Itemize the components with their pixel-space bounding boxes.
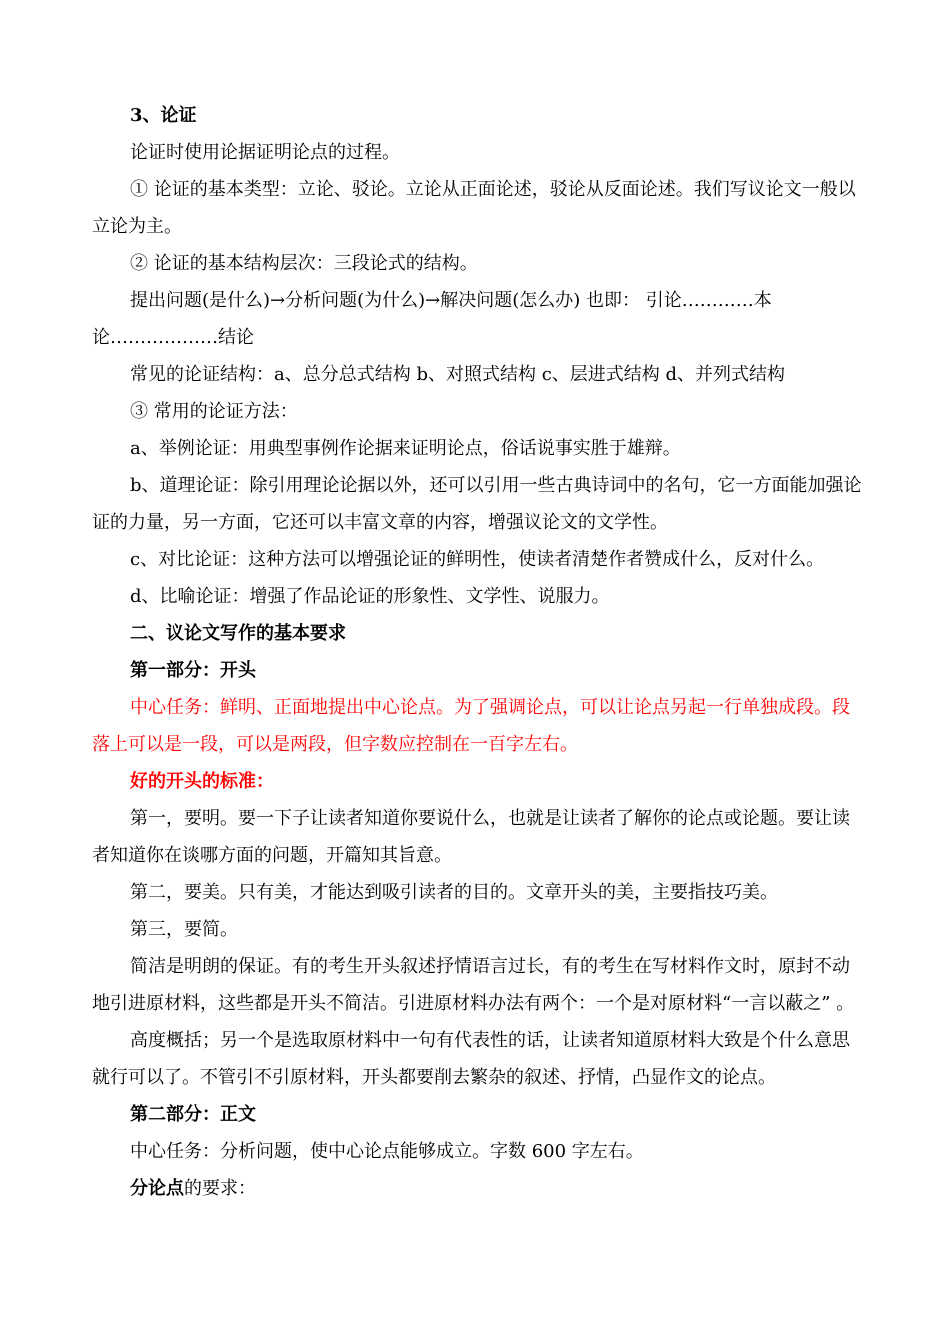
paragraph-structure-levels: ② 论证的基本结构层次：三段论式的结构。 <box>130 253 478 274</box>
sub-argument-suffix: 的要求： <box>184 1178 256 1199</box>
paragraph-first-clear: 第一，要明。要一下子让读者知道你要说什么，也就是让读者了解你的论点或论题。要让读者知道你在谈哪方面的问题，开篇知其旨意。 <box>92 808 850 866</box>
paragraph-third-concise: 第三，要简。 <box>130 919 238 940</box>
paragraph-three-steps: 提出问题(是什么)→分析问题(为什么)→解决问题(怎么办) 也即： 引论…………本论………………结论 <box>92 290 772 348</box>
heading-argumentation: 3、论证 <box>130 105 197 126</box>
paragraph-sub-argument <box>92 1170 864 1207</box>
paragraph-part-1-task: 中心任务：鲜明、正面地提出中心论点。为了强调论点，可以让论点另起一行单独成段。段落上可以是一段，可以是两段，但字数应控制在一百字左右。 <box>92 697 850 755</box>
paragraph-method-metaphor: d、比喻论证：增强了作品论证的形象性、文学性、说服力。 <box>130 586 610 607</box>
paragraph-basic-types: ① 论证的基本类型：立论、驳论。立论从正面论述，驳论从反面论述。我们写议论文一般以立论为主。 <box>92 179 856 237</box>
paragraph-second-beautiful: 第二，要美。只有美，才能达到吸引读者的目的。文章开头的美，主要指技巧美。 <box>130 882 778 903</box>
paragraph-methods-title: ③ 常用的论证方法： <box>130 401 298 422</box>
paragraph-summary: 高度概括；另一个是选取原材料中一句有代表性的话，让读者知道原材料大致是个什么意思就行可以了。不管引不引原材料，开头都要削去繁杂的叙述、抒情，凸显作文的论点。 <box>92 1030 850 1088</box>
sub-argument-label: 分论点 <box>130 1178 184 1199</box>
paragraph-definition: 论证时使用论据证明论点的过程。 <box>130 142 400 163</box>
paragraph-concise-detail: 简洁是明朗的保证。有的考生开头叙述抒情语言过长，有的考生在写材料作文时，原封不动地引进原材料，这些都是开头不简洁。引进原材料办法有两个：一个是对原材料“一言以蔽之” 。 <box>92 956 855 1014</box>
paragraph-method-example: a、举例论证：用典型事例作论据来证明论点，俗话说事实胜于雄辩。 <box>130 438 681 459</box>
paragraph-method-contrast: c、对比论证：这种方法可以增强论证的鲜明性，使读者清楚作者赞成什么，反对什么。 <box>130 549 825 570</box>
heading-part-1: 第一部分：开头 <box>130 660 256 681</box>
heading-good-opening: 好的开头的标准： <box>130 771 274 792</box>
paragraph-part-2-task: 中心任务：分析问题，使中心论点能够成立。字数 600 字左右。 <box>130 1141 644 1162</box>
heading-section-2: 二、议论文写作的基本要求 <box>130 623 346 644</box>
paragraph-method-reasoning: b、道理论证：除引用理论论据以外，还可以引用一些古典诗词中的名句，它一方面能加强论证的力量，另一方面，它还可以丰富文章的内容，增强议论文的文学性。 <box>92 475 862 533</box>
paragraph-common-structures: 常见的论证结构：a、总分总式结构 b、对照式结构 c、层进式结构 d、并列式结构 <box>130 364 786 385</box>
heading-part-2: 第二部分：正文 <box>130 1104 256 1125</box>
document-page <box>92 97 864 1207</box>
